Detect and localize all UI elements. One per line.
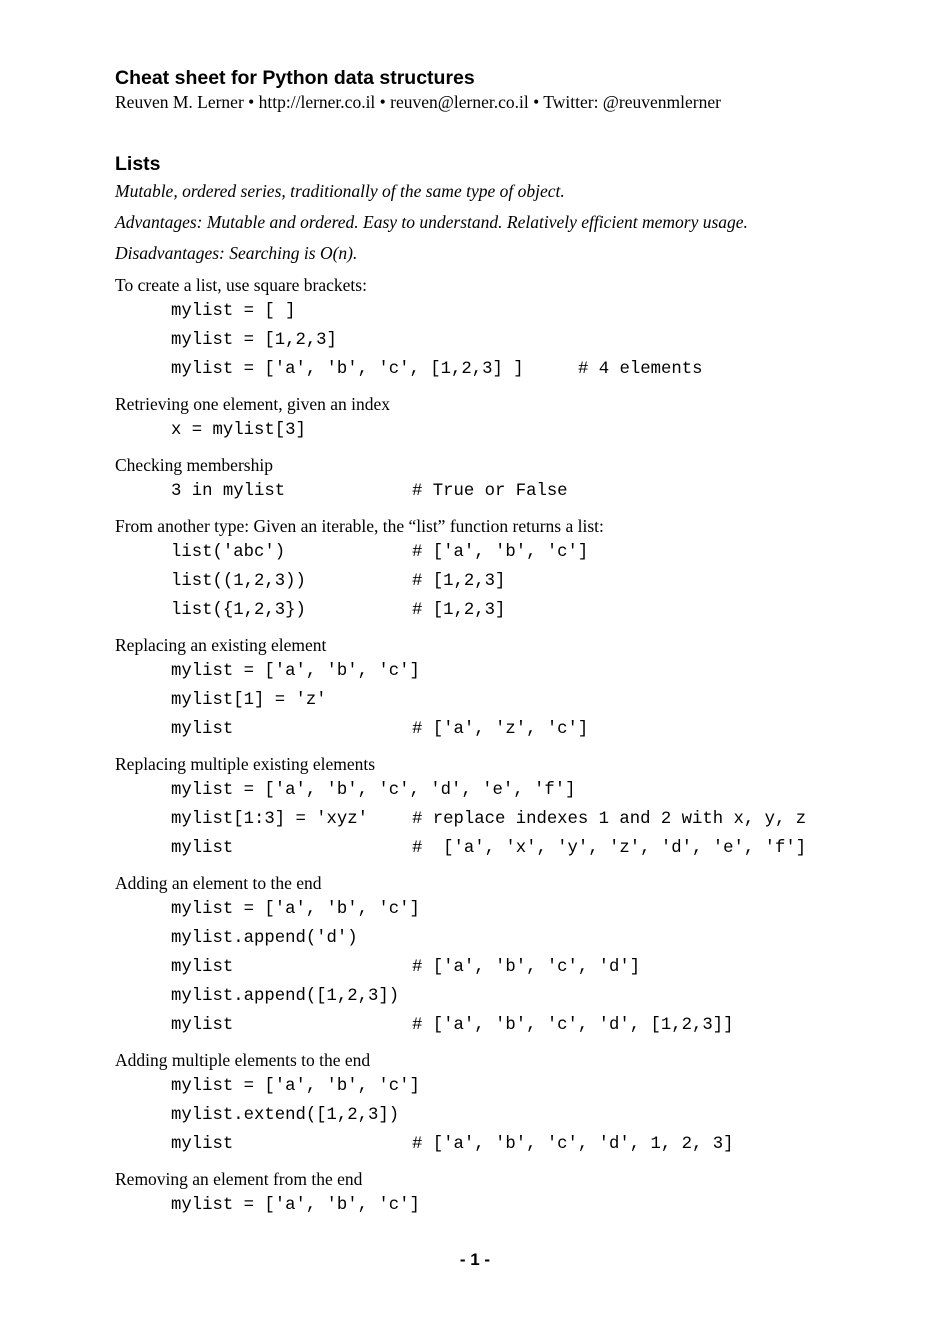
code-line	[171, 776, 915, 805]
code-statement: mylist = ['a', 'b', 'c']	[171, 1077, 420, 1096]
code-statement: mylist	[171, 1016, 234, 1035]
code-block	[115, 416, 915, 445]
code-line	[171, 1101, 915, 1130]
code-statement: mylist	[171, 839, 234, 858]
author-byline: Reuven M. Lerner • http://lerner.co.il • reuven@lerner.co.il • Twitter: @reuvenmlerner	[115, 92, 721, 112]
code-statement: mylist	[171, 720, 234, 739]
section-content	[115, 273, 915, 1220]
code-statement: list((1,2,3))	[171, 572, 306, 591]
section-paragraph: From another type: Given an iterable, the “list” function returns a list:	[115, 516, 604, 536]
code-line	[171, 834, 915, 863]
code-comment: # 4 elements	[578, 360, 703, 379]
code-statement: mylist.append('d')	[171, 929, 358, 948]
page-number: - 1 -	[459, 1250, 491, 1269]
section-title-lists: Lists	[115, 153, 161, 175]
section-paragraph: Retrieving one element, given an index	[115, 394, 391, 414]
code-block	[115, 297, 915, 384]
code-statement: list('abc')	[171, 543, 286, 562]
code-line	[171, 567, 915, 596]
code-statement: mylist.extend([1,2,3])	[171, 1106, 400, 1125]
section-paragraph: Adding an element to the end	[115, 873, 322, 893]
code-statement: mylist	[171, 1135, 234, 1154]
code-block	[115, 776, 915, 863]
code-statement: mylist = ['a', 'b', 'c', 'd', 'e', 'f']	[171, 781, 576, 800]
code-statement: mylist = ['a', 'b', 'c']	[171, 1196, 420, 1215]
code-comment: # ['a', 'b', 'c']	[412, 543, 589, 562]
code-line	[171, 1011, 915, 1040]
code-statement: mylist = ['a', 'b', 'c', [1,2,3] ]	[171, 360, 524, 379]
code-statement: mylist[1:3] = 'xyz'	[171, 810, 369, 829]
section-paragraph: Adding multiple elements to the end	[115, 1050, 371, 1070]
code-comment: # ['a', 'b', 'c', 'd']	[412, 958, 641, 977]
code-line	[171, 805, 915, 834]
code-block	[115, 657, 915, 744]
code-comment: # [1,2,3]	[412, 601, 506, 620]
section-paragraph: Removing an element from the end	[115, 1169, 363, 1189]
code-comment: # ['a', 'z', 'c']	[412, 720, 589, 739]
code-line	[171, 1191, 915, 1220]
code-statement: list({1,2,3})	[171, 601, 306, 620]
code-block	[115, 1191, 915, 1220]
section-paragraph: Replacing an existing element	[115, 635, 327, 655]
code-line	[171, 715, 915, 744]
code-block	[115, 477, 915, 506]
code-statement: mylist = ['a', 'b', 'c']	[171, 900, 420, 919]
section-paragraph: Replacing multiple existing elements	[115, 754, 376, 774]
code-statement: mylist = [ ]	[171, 302, 296, 321]
code-comment: # [1,2,3]	[412, 572, 506, 591]
code-line	[171, 538, 915, 567]
code-statement: mylist = ['a', 'b', 'c']	[171, 662, 420, 681]
code-statement: x = mylist[3]	[171, 421, 306, 440]
section-advantages: Advantages: Mutable and ordered. Easy to understand. Relatively efficient memory usage.	[115, 212, 748, 232]
code-block	[115, 538, 915, 625]
code-line	[171, 686, 915, 715]
code-line	[171, 657, 915, 686]
code-block	[115, 1072, 915, 1159]
code-statement: mylist.append([1,2,3])	[171, 987, 400, 1006]
code-line	[171, 1072, 915, 1101]
code-line	[171, 326, 915, 355]
code-statement: mylist	[171, 958, 234, 977]
code-line	[171, 355, 915, 384]
code-line	[171, 596, 915, 625]
code-comment: # ['a', 'x', 'y', 'z', 'd', 'e', 'f']	[412, 839, 807, 858]
code-line	[171, 982, 915, 1011]
code-comment: # True or False	[412, 482, 568, 501]
code-line	[171, 953, 915, 982]
section-paragraph: To create a list, use square brackets:	[115, 275, 367, 295]
code-line	[171, 1130, 915, 1159]
code-statement: 3 in mylist	[171, 482, 286, 501]
code-statement: mylist = [1,2,3]	[171, 331, 337, 350]
section-disadvantages: Disadvantages: Searching is O(n).	[115, 243, 358, 263]
code-line	[171, 416, 915, 445]
section-description: Mutable, ordered series, traditionally of the same type of object.	[115, 181, 565, 201]
section-paragraph: Checking membership	[115, 455, 273, 475]
code-line	[171, 297, 915, 326]
document-page	[115, 66, 915, 1220]
code-comment: # ['a', 'b', 'c', 'd', 1, 2, 3]	[412, 1135, 734, 1154]
document-title: Cheat sheet for Python data structures	[115, 67, 475, 89]
code-line	[171, 477, 915, 506]
code-block	[115, 895, 915, 1040]
code-line	[171, 924, 915, 953]
code-comment: # replace indexes 1 and 2 with x, y, z	[412, 810, 807, 829]
code-line	[171, 895, 915, 924]
code-statement: mylist[1] = 'z'	[171, 691, 327, 710]
code-comment: # ['a', 'b', 'c', 'd', [1,2,3]]	[412, 1016, 734, 1035]
